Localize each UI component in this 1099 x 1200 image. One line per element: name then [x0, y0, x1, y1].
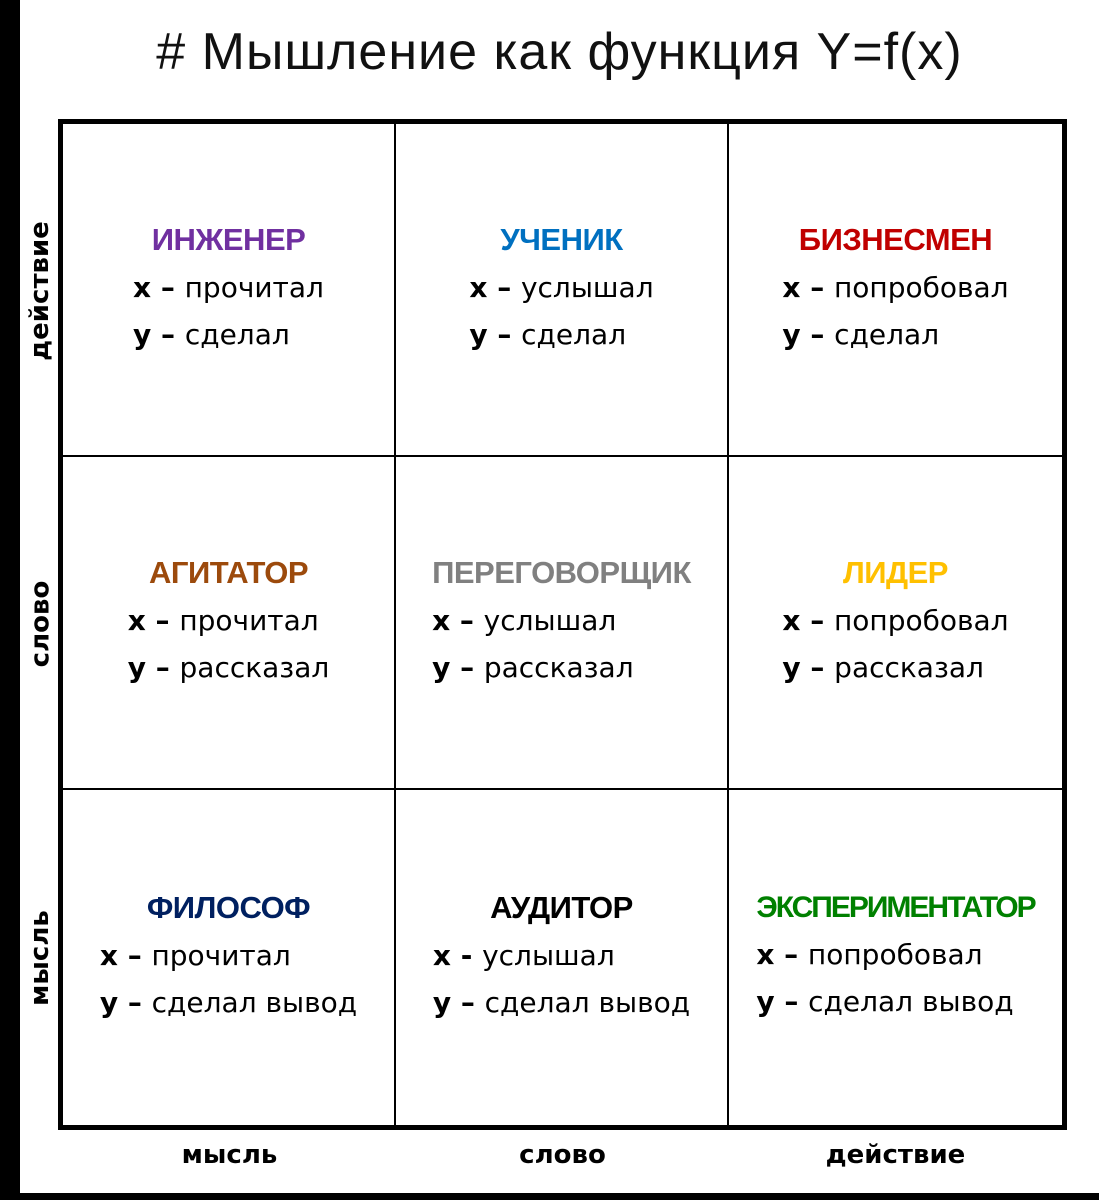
y-axis-label-word: слово	[25, 580, 56, 667]
matrix-grid	[58, 119, 1067, 1130]
x-line: x – прочитал	[99, 938, 291, 972]
y-line: y – рассказал	[782, 650, 984, 684]
cell-businessman	[729, 124, 1062, 457]
x-line: x – прочитал	[133, 270, 324, 304]
y-axis-label-thought: мысль	[25, 909, 56, 1006]
bottom-border-band	[0, 1193, 1099, 1200]
cell-agitator	[63, 457, 396, 790]
cell-leader	[729, 457, 1062, 790]
role-title: ФИЛОСОФ	[146, 889, 311, 925]
x-line: x – попробовал	[782, 603, 1009, 637]
x-axis-label-action: действие	[825, 1140, 966, 1170]
role-title: ПЕРЕГОВОРЩИК	[432, 554, 691, 590]
cell-philosopher	[63, 790, 396, 1125]
x-line: x - услышал	[432, 938, 615, 972]
y-line: y – рассказал	[432, 650, 634, 684]
role-title: АУДИТОР	[490, 889, 633, 925]
x-line: x – услышал	[432, 603, 617, 637]
x-line: x – попробовал	[756, 937, 983, 971]
page-title: # Мышление как функция Y=f(x)	[156, 23, 963, 81]
role-title: АГИТАТОР	[148, 554, 309, 590]
cell-experimenter	[729, 790, 1062, 1125]
y-line: y – рассказал	[127, 650, 330, 684]
role-title: ИНЖЕНЕР	[151, 221, 306, 257]
x-axis-label-thought: мысль	[181, 1140, 278, 1170]
y-line: y – сделал вывод	[756, 984, 1014, 1018]
y-line: y – сделал вывод	[99, 985, 358, 1019]
x-axis-label-word: слово	[519, 1140, 606, 1170]
left-border-band	[0, 0, 20, 1200]
x-line: x – услышал	[469, 270, 654, 304]
y-line: y – сделал	[469, 317, 627, 351]
y-axis-label-action: действие	[25, 220, 56, 361]
y-line: y – сделал вывод	[432, 985, 691, 1019]
y-line: y – сделал	[782, 317, 940, 351]
cell-negotiator	[396, 457, 729, 790]
cell-engineer	[63, 124, 396, 457]
role-title: ЛИДЕР	[843, 554, 948, 590]
role-title: УЧЕНИК	[500, 221, 623, 257]
x-line: x – прочитал	[127, 603, 319, 637]
x-line: x – попробовал	[782, 270, 1009, 304]
cell-auditor	[396, 790, 729, 1125]
cell-student	[396, 124, 729, 457]
y-line: y – сделал	[133, 317, 290, 351]
role-title: БИЗНЕСМЕН	[798, 221, 993, 257]
role-title: ЭКСПЕРИМЕНТАТОР	[756, 890, 1035, 924]
